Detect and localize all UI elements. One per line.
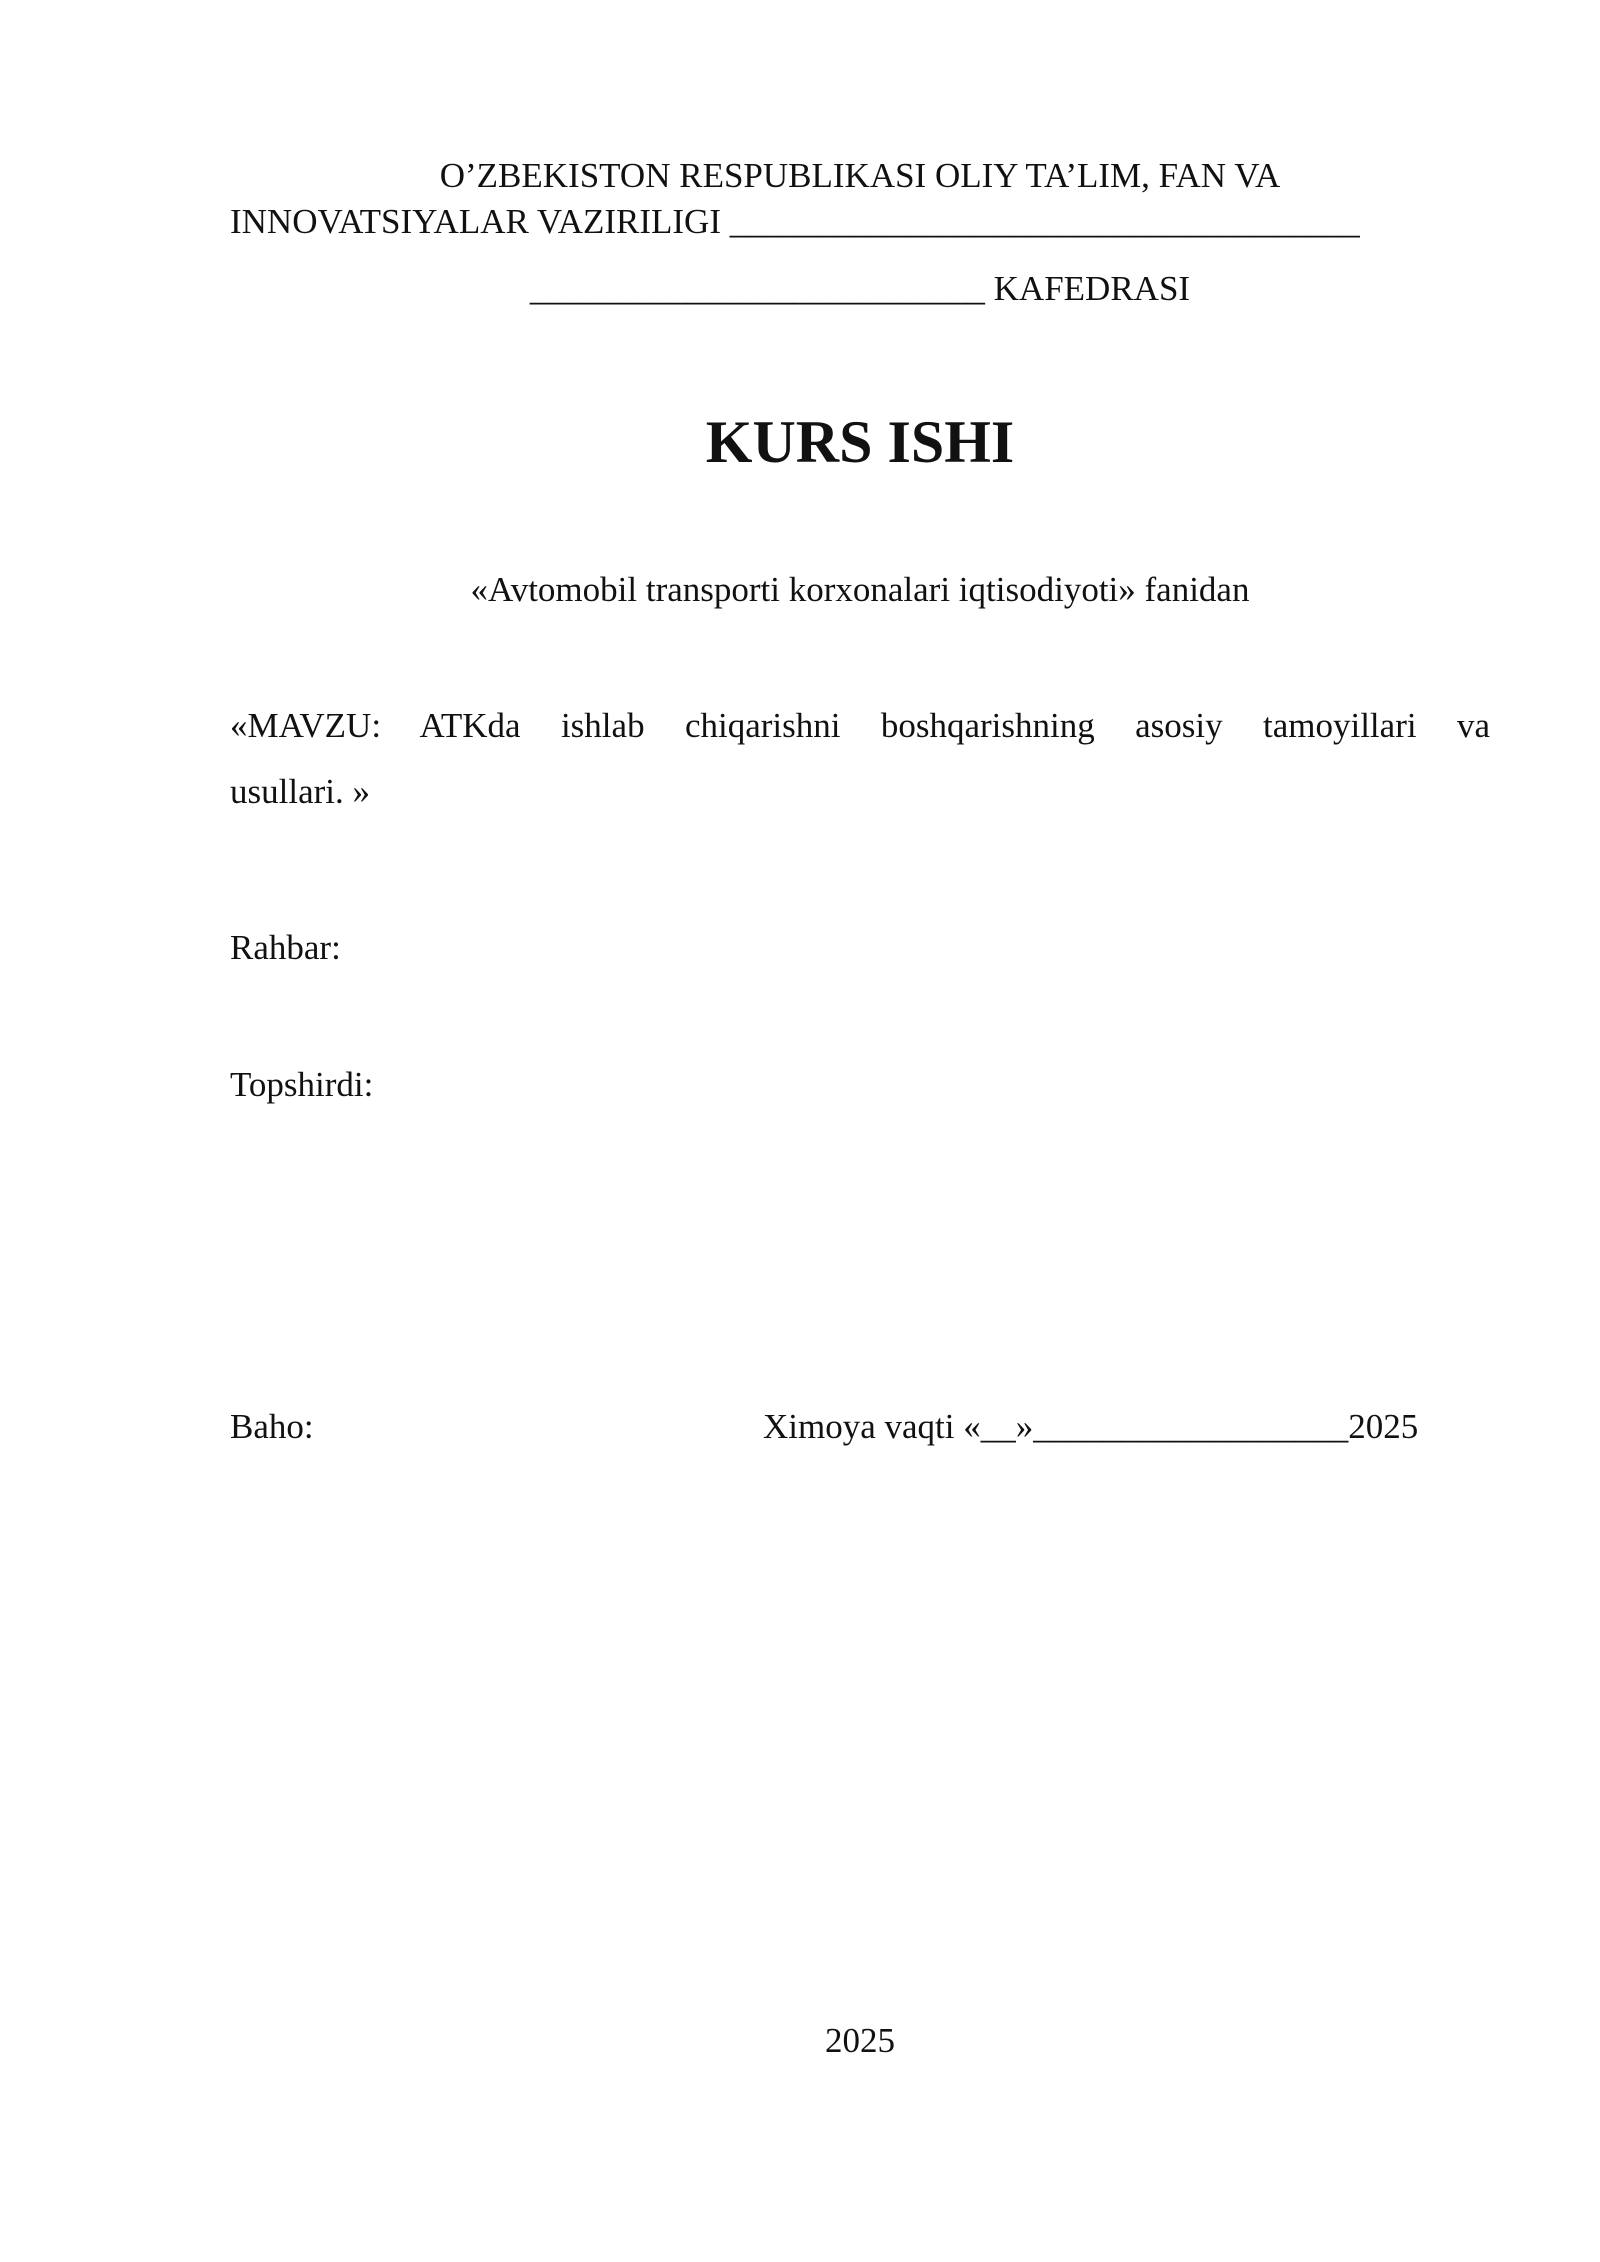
footer-year: 2025 [825, 2021, 895, 2060]
theme-line-2: usullari. » [230, 772, 370, 811]
subject-line: «Avtomobil transporti korxonalari iqtisodiyoti» fanidan [470, 570, 1250, 609]
document-title: KURS ISHI [705, 409, 1015, 475]
ministry-line-2: INNOVATSIYALAR VAZIRILIGI ____________________________________ [230, 202, 1360, 241]
grade-label: Baho: [230, 1407, 314, 1446]
submitted-by-label: Topshirdi: [230, 1065, 374, 1104]
kafedra-line: __________________________ KAFEDRASI [529, 269, 1191, 308]
supervisor-label: Rahbar: [230, 928, 341, 967]
ministry-line-1: O’ZBEKISTON RESPUBLIKASI OLIY TA’LIM, FAN VA [439, 156, 1281, 195]
theme-line-1: «MAVZU: ATKda ishlab chiqarishni boshqarishning asosiy tamoyillari va [230, 706, 1490, 745]
defense-date-line: Ximoya vaqti «__»__________________2025 [763, 1407, 1419, 1446]
